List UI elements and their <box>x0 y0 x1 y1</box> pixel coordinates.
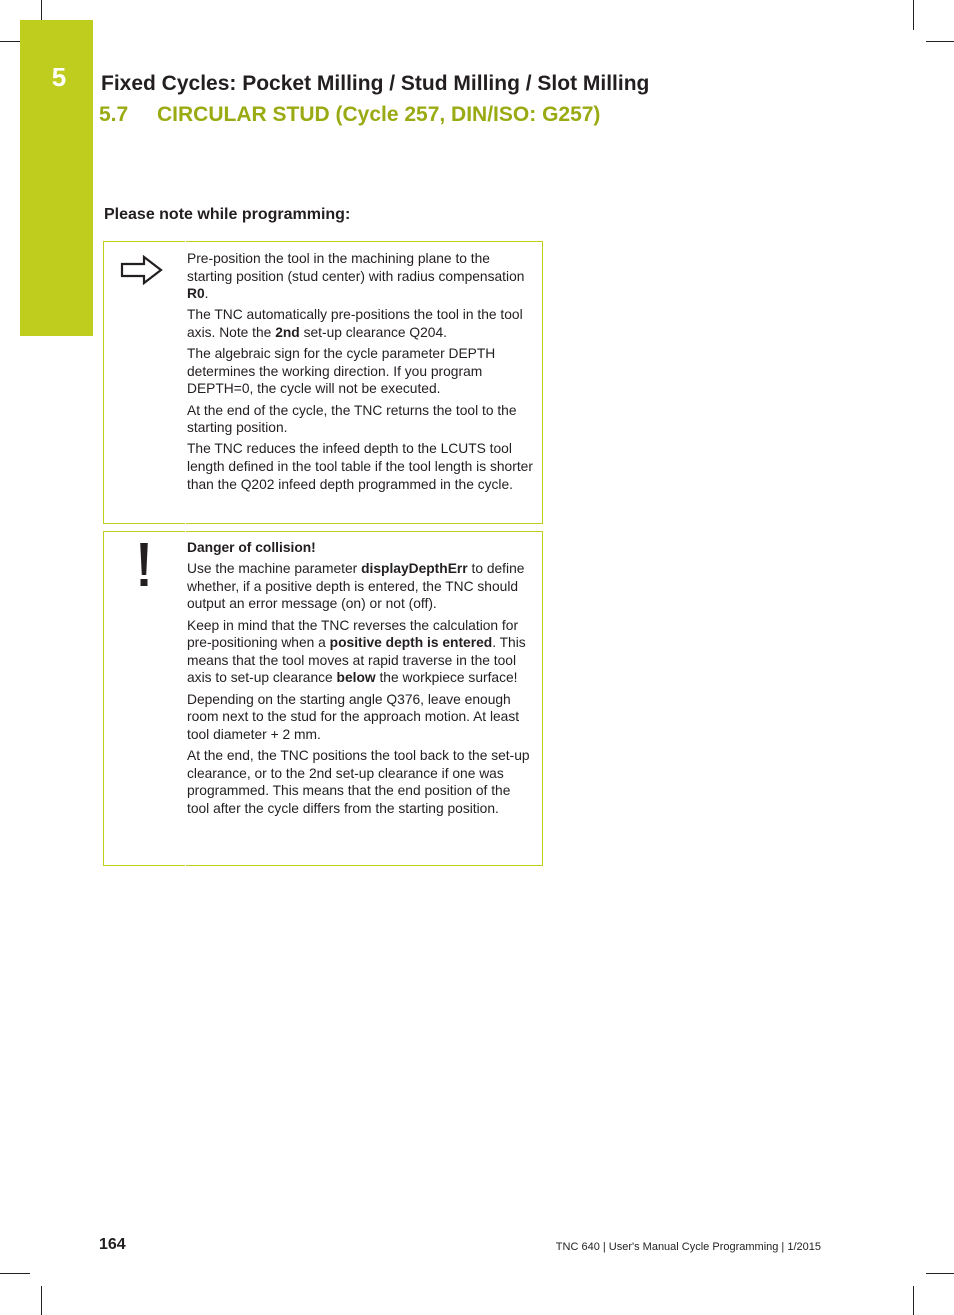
crop-mark <box>913 0 914 30</box>
crop-mark <box>41 1286 42 1315</box>
crop-mark <box>926 41 954 42</box>
crop-mark <box>926 1273 954 1274</box>
crop-mark <box>41 0 42 20</box>
crop-mark <box>0 1273 30 1274</box>
section-title <box>99 103 600 127</box>
section-number: 5.7 <box>99 103 129 126</box>
crop-mark <box>0 41 20 42</box>
warning-box <box>103 531 543 866</box>
footer-text: TNC 640 | User's Manual Cycle Programming | 1/2015 <box>555 1241 821 1253</box>
warning-box-content <box>187 539 534 821</box>
warning-paragraph: At the end, the TNC positions the tool back to the set-up clearance, or to the 2nd set-up clearance if one was programmed. This means that the end position of the tool after the cycle differs from the starting position. <box>187 747 530 816</box>
exclamation-icon <box>136 542 152 590</box>
chapter-title: Fixed Cycles: Pocket Milling / Stud Milling / Slot Milling <box>101 72 650 95</box>
info-box <box>103 241 543 524</box>
warning-paragraph: Use the machine parameter displayDepthErr to define whether, if a positive depth is entered, the TNC should output an error message (on) or not (off). <box>187 561 525 612</box>
info-paragraph: The algebraic sign for the cycle parameter DEPTH determines the working direction. If you program DEPTH=0, the cycle will not be executed. <box>187 346 496 397</box>
box-divider <box>185 241 186 524</box>
info-box-content <box>187 250 534 497</box>
page-number: 164 <box>99 1236 126 1253</box>
section-title-text: CIRCULAR STUD (Cycle 257, DIN/ISO: G257) <box>157 103 601 126</box>
chapter-number: 5 <box>51 62 67 92</box>
arrow-right-icon <box>120 254 164 288</box>
warning-title: Danger of collision! <box>187 540 316 555</box>
info-paragraph: At the end of the cycle, the TNC returns the tool to the starting position. <box>187 402 517 436</box>
info-paragraph: The TNC automatically pre-positions the tool in the tool axis. Note the 2nd set-up clearance Q204. <box>187 307 523 340</box>
warning-paragraph: Keep in mind that the TNC reverses the calculation for pre-positioning when a positive depth is entered. This means that the tool moves at rapid traverse in the tool axis to set-up clearance below the workpiece surface! <box>187 617 526 686</box>
info-paragraph: Pre-position the tool in the machining plane to the starting position (stud center) with radius compensation R0. <box>187 251 525 302</box>
box-divider <box>185 531 186 866</box>
crop-mark <box>913 1286 914 1315</box>
note-heading: Please note while programming: <box>104 206 351 223</box>
warning-paragraph: Depending on the starting angle Q376, leave enough room next to the stud for the approach motion. At least tool diameter + 2 mm. <box>187 691 520 742</box>
info-paragraph: The TNC reduces the infeed depth to the LCUTS tool length defined in the tool table if the tool length is shorter than the Q202 infeed depth programmed in the cycle. <box>187 441 533 492</box>
